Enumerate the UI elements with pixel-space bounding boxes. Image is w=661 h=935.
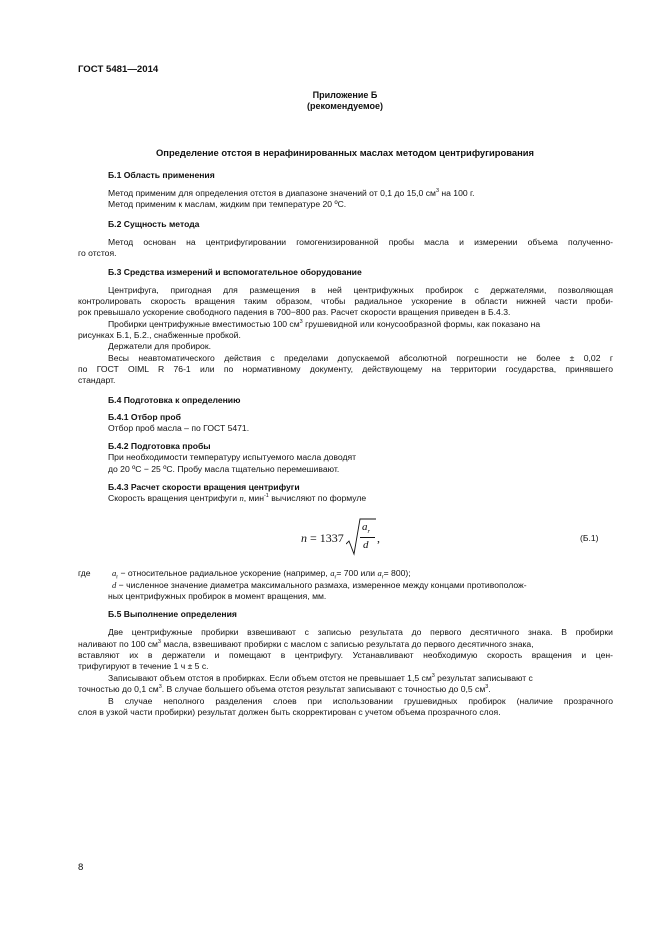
- page-number: 8: [78, 862, 84, 873]
- paragraph-b3-line: по ГОСТ OIML R 76-1 или по нормативному документу, действующему на территории государства, принявшего: [78, 364, 613, 374]
- paragraph-b3-line: контролировать скорость вращения таким образом, чтобы радиальное ускорение в области нижней части проби-: [78, 296, 613, 306]
- paragraph-b3-holders: Держатели для пробирок.: [108, 341, 211, 351]
- paragraph-b5-line: трифугируют в течение 1 ч ± 5 с.: [78, 661, 209, 671]
- subsection-heading-b42: Б.4.2 Подготовка пробы: [108, 441, 211, 451]
- where-d-definition-cont: ных центрифужных пробирок в момент вращения, мм.: [108, 591, 327, 601]
- paragraph-b5-line: В случае неполного разделения слоев при использовании грушевидных пробирок (наличие прозрачного: [108, 696, 613, 706]
- main-title: Определение отстоя в нерафинированных маслах методом центрифугирования: [155, 147, 534, 158]
- formula-numerator: $a_r$: [362, 521, 371, 536]
- paragraph-b1-scope: Метод применим к маслам, жидким при температуре 20 ºС.: [108, 199, 347, 209]
- paragraph-b3-tubes: Пробирки центрифужные вместимостью 100 $см^3$ грушевидной или конусообразной формы, как показано на: [108, 319, 541, 329]
- paragraph-b5-line: вставляют их в держатели и помещают в центрифугу. Устанавливают необходимую скорость вращения и цен-: [78, 650, 613, 660]
- formula-number: (Б.1): [580, 533, 599, 543]
- paragraph-b5-line: наливают по 100 $см^3$ масла, взвешивают пробирки с маслом с записью результата до первого десятичного знака,: [78, 639, 534, 649]
- paragraph-b5-line: Записывают объем отстоя в пробирках. Если объем отстоя не превышает 1,5 $см^3$ результат записывают с: [108, 673, 533, 683]
- section-heading-b1: Б.1 Область применения: [108, 170, 215, 180]
- fraction-bar: [360, 537, 375, 538]
- section-heading-b3: Б.3 Средства измерений и вспомогательное оборудование: [108, 267, 362, 277]
- formula-b1: [298, 517, 408, 557]
- where-d-definition: d − численное значение диаметра максимального размаха, измеренное между концами противополож-: [112, 580, 527, 590]
- formula-comma: ,: [377, 531, 380, 545]
- paragraph-b3-line: рисунках Б.1, Б.2., снабженные пробкой.: [78, 330, 241, 340]
- formula-lhs: n = 1337: [301, 531, 344, 545]
- section-heading-b5: Б.5 Выполнение определения: [108, 609, 237, 619]
- document-code: ГОСТ 5481—2014: [78, 64, 159, 75]
- paragraph-b3-line: Центрифуга, пригодная для размещения в ней центрифужных пробирок с держателями, позволяющая: [108, 285, 613, 295]
- subsection-heading-b43: Б.4.3 Расчет скорости вращения центрифуги: [108, 482, 300, 492]
- paragraph-b1-range: Метод применим для определения отстоя в диапазоне значений от 0,1 до 15,0 $см^3$ на 100 г.: [108, 188, 475, 198]
- section-heading-b2: Б.2 Сущность метода: [108, 219, 200, 229]
- where-label: где: [78, 568, 91, 578]
- paragraph-b3-line: рок превышало ускорение свободного падения в 700−800 раз. Расчет скорости вращения приведен в Б.4.3.: [78, 307, 511, 317]
- appendix-title: Приложение Б: [312, 90, 378, 100]
- paragraph-b41: Отбор проб масла – по ГОСТ 5471.: [108, 423, 250, 433]
- paragraph-b2-line: го отстоя.: [78, 248, 117, 258]
- paragraph-b3-line: стандарт.: [78, 375, 116, 385]
- paragraph-b2-line: Метод основан на центрифугировании гомогенизированной пробы масла и измерении объема полученно-: [108, 237, 613, 247]
- paragraph-b42-line: до 20 ºС − 25 ºС. Пробу масла тщательно перемешивают.: [108, 464, 340, 474]
- paragraph-b5-line: Две центрифужные пробирки взвешивают с записью результата до первого десятичного знака. В пробирки: [108, 627, 613, 637]
- paragraph-b43: Скорость вращения центрифуги n, мин$^{-1}$ вычисляют по формуле: [108, 493, 367, 503]
- subsection-heading-b41: Б.4.1 Отбор проб: [108, 412, 181, 422]
- paragraph-b5-line: точностью до 0,1 $см^3$. В случае большего объема отстоя результат записывают с точностью до 0,5 $см^3$.: [78, 684, 491, 694]
- appendix-status: (рекомендуемое): [307, 101, 383, 111]
- formula-denominator: d: [363, 539, 369, 551]
- where-ar-definition: $a_r$ − относительное радиальное ускорение (например, $a_r= 700$ или $a_r= 800$);: [112, 568, 411, 581]
- paragraph-b3-line: Весы неавтоматического действия с пределами допускаемой абсолютной погрешности не более ± 0,02 г: [108, 353, 613, 363]
- paragraph-b5-line: слоя в узкой части пробирки) результат должен быть скорректирован с учетом объема прозрачного слоя.: [78, 707, 501, 717]
- paragraph-b42-line: При необходимости температуру испытуемого масла доводят: [108, 452, 357, 462]
- section-heading-b4: Б.4 Подготовка к определению: [108, 395, 241, 405]
